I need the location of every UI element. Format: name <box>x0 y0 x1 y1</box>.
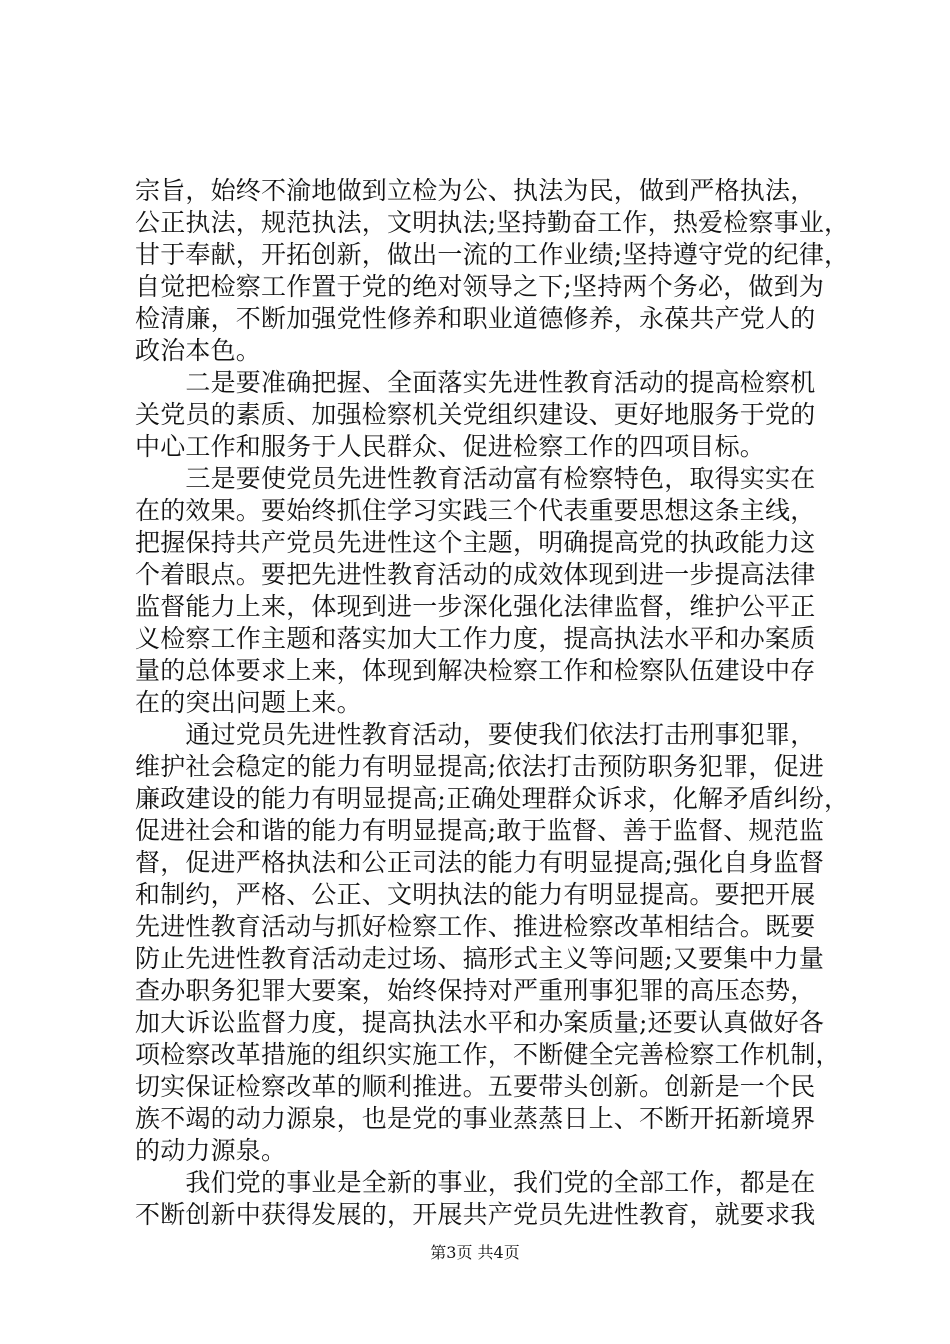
text-line: 督，促进严格执法和公正司法的能力有明显提高;强化自身监督 <box>135 848 825 877</box>
text-line: 不断创新中获得发展的，开展共产党员先进性教育，就要求我 <box>135 1200 816 1229</box>
text-line: 自觉把检察工作置于党的绝对领导之下;坚持两个务必，做到为 <box>135 272 825 301</box>
text-line: 政治本色。 <box>135 336 262 365</box>
body-text <box>135 175 850 1231</box>
text-line: 把握保持共产党员先进性这个主题，明确提高党的执政能力这 <box>135 528 816 557</box>
text-line: 促进社会和谐的能力有明显提高;敢于监督、善于监督、规范监 <box>135 816 825 845</box>
text-line: 三是要使党员先进性教育活动富有检察特色，取得实实在 <box>135 464 816 493</box>
text-line: 在的效果。要始终抓住学习实践三个代表重要思想这条主线， <box>135 496 816 525</box>
text-line: 族不竭的动力源泉，也是党的事业蒸蒸日上、不断开拓新境界 <box>135 1104 816 1133</box>
text-line: 监督能力上来，体现到进一步深化强化法律监督，维护公平正 <box>135 592 816 621</box>
text-line: 防止先进性教育活动走过场、搞形式主义等问题;又要集中力量 <box>135 944 825 973</box>
text-line: 廉政建设的能力有明显提高;正确处理群众诉求，化解矛盾纠纷， <box>135 784 850 813</box>
text-line: 义检察工作主题和落实加大工作力度，提高执法水平和办案质 <box>135 624 816 653</box>
text-line: 个着眼点。要把先进性教育活动的成效体现到进一步提高法律 <box>135 560 816 589</box>
text-line: 切实保证检察改革的顺利推进。五要带头创新。创新是一个民 <box>135 1072 816 1101</box>
text-line: 量的总体要求上来，体现到解决检察工作和检察队伍建设中存 <box>135 656 816 685</box>
text-line: 我们党的事业是全新的事业，我们党的全部工作，都是在 <box>135 1168 816 1197</box>
text-line: 加大诉讼监督力度，提高执法水平和办案质量;还要认真做好各 <box>135 1008 825 1037</box>
text-line: 维护社会稳定的能力有明显提高;依法打击预防职务犯罪，促进 <box>135 752 825 781</box>
text-line: 宗旨，始终不渝地做到立检为公、执法为民，做到严格执法， <box>135 176 816 205</box>
page-footer: 第3页 共4页 <box>430 1243 520 1262</box>
text-line: 甘于奉献，开拓创新，做出一流的工作业绩;坚持遵守党的纪律， <box>135 240 850 269</box>
text-line: 公正执法，规范执法，文明执法;坚持勤奋工作，热爱检察事业， <box>135 208 850 237</box>
text-line: 二是要准确把握、全面落实先进性教育活动的提高检察机 <box>135 368 816 397</box>
text-line: 检清廉，不断加强党性修养和职业道德修养，永葆共产党人的 <box>135 304 816 333</box>
text-line: 查办职务犯罪大要案，始终保持对严重刑事犯罪的高压态势， <box>135 976 816 1005</box>
text-line: 中心工作和服务于人民群众、促进检察工作的四项目标。 <box>135 432 766 461</box>
text-line: 项检察改革措施的组织实施工作，不断健全完善检察工作机制， <box>135 1040 841 1069</box>
text-line: 通过党员先进性教育活动，要使我们依法打击刑事犯罪， <box>135 720 816 749</box>
text-line: 在的突出问题上来。 <box>135 688 362 717</box>
text-line: 和制约，严格、公正、文明执法的能力有明显提高。要把开展 <box>135 880 816 909</box>
text-line: 先进性教育活动与抓好检察工作、推进检察改革相结合。既要 <box>135 912 816 941</box>
text-line: 的动力源泉。 <box>135 1136 287 1165</box>
text-line: 关党员的素质、加强检察机关党组织建设、更好地服务于党的 <box>135 400 816 429</box>
